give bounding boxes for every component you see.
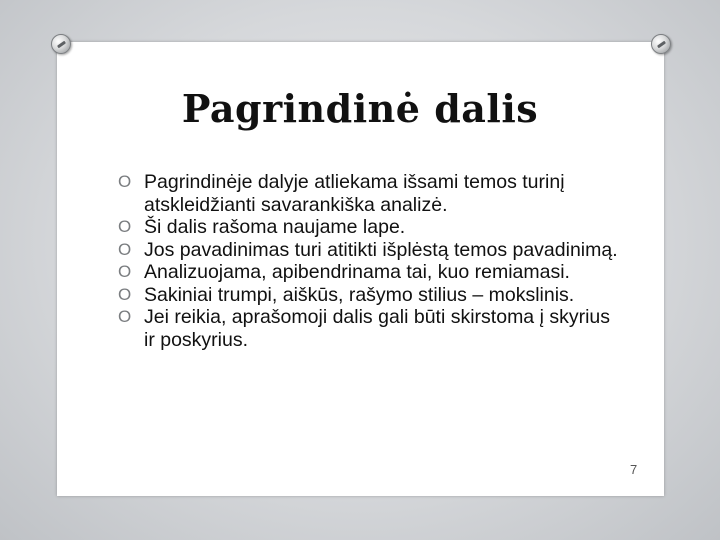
bullet-text: Sakiniai trumpi, aiškūs, rašymo stilius – mokslinis. (144, 283, 575, 306)
bullet-text: Jos pavadinimas turi atitikti išplėstą temos pavadinimą. (144, 238, 618, 261)
bullet-text: Analizuojama, apibendrinama tai, kuo remiamasi. (144, 261, 570, 283)
slide-title: Pagrindinė dalis (181, 86, 539, 131)
bullet-item (118, 216, 618, 239)
bullet-marker-icon: O (118, 172, 132, 191)
bullet-text: Pagrindinėje dalyje atliekama išsami temos turinį atskleidžianti savarankiška analizė. (144, 171, 565, 216)
bullet-marker-icon: O (118, 217, 132, 236)
bullet-text: Jei reikia, aprašomoji dalis gali būti skirstoma į skyrius ir poskyrius. (144, 306, 610, 351)
bullet-text: Ši dalis rašoma naujame lape. (144, 216, 406, 238)
pushpin-icon (651, 34, 671, 54)
bullet-marker-icon: O (118, 239, 132, 259)
bullet-marker-icon: O (118, 307, 132, 326)
pushpin-icon (51, 34, 71, 54)
page-number: 7 (630, 462, 638, 477)
bullet-marker-icon: O (118, 262, 132, 281)
bullet-item (118, 306, 618, 351)
bullet-item (118, 284, 618, 307)
bullet-item (118, 239, 618, 262)
bullet-marker-icon: O (118, 284, 132, 304)
bullet-list (118, 171, 618, 351)
bullet-item (118, 171, 618, 216)
bullet-item (118, 261, 618, 284)
